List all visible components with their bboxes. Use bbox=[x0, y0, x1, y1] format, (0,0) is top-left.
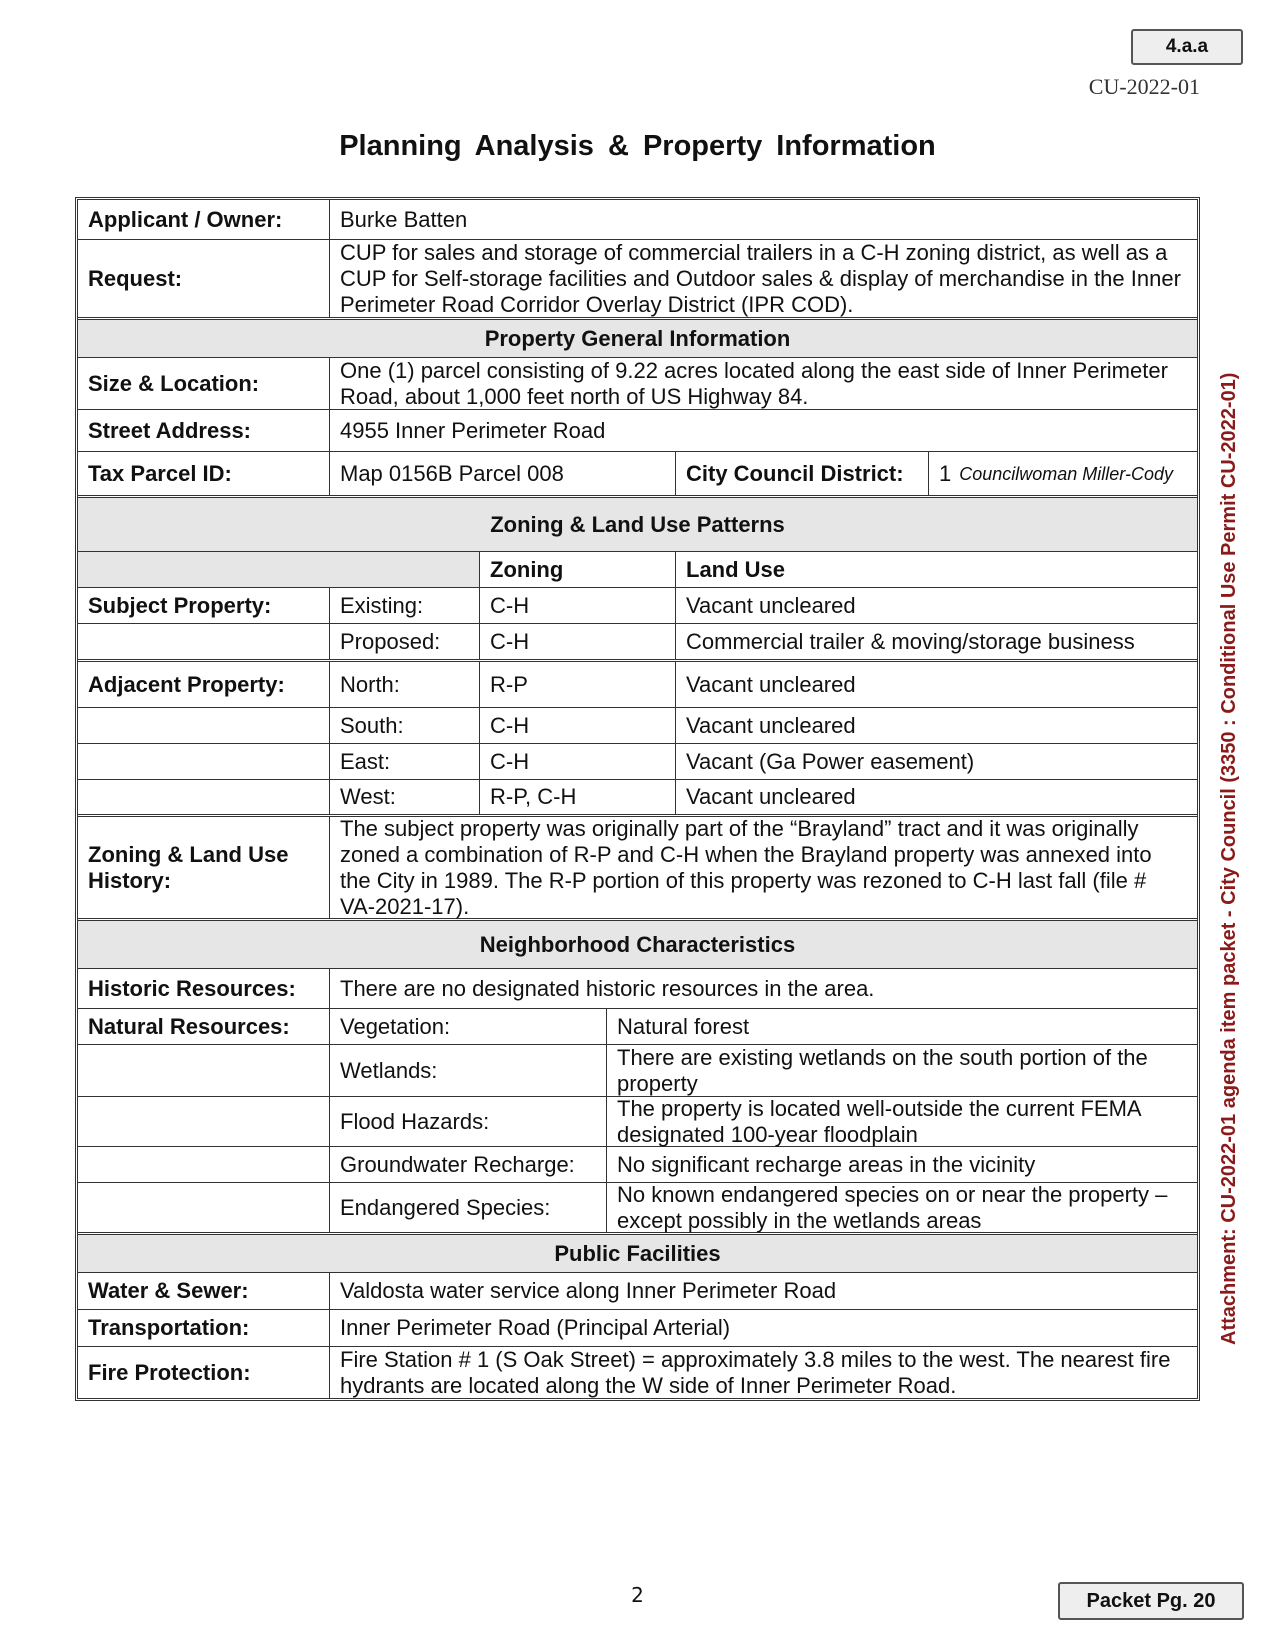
zoning-code: R-P, C-H bbox=[480, 780, 676, 814]
tax-value: Map 0156B Parcel 008 bbox=[330, 452, 676, 495]
natural-label-blank bbox=[78, 1183, 330, 1232]
zoning-dir: Proposed: bbox=[330, 624, 480, 659]
zoning-header-blank bbox=[78, 552, 480, 587]
tax-label: Tax Parcel ID: bbox=[78, 452, 330, 495]
natural-label-blank bbox=[78, 1147, 330, 1182]
historic-row bbox=[78, 969, 1197, 1009]
land-use: Commercial trailer & moving/storage business bbox=[686, 628, 1135, 654]
history-label: Zoning & Land Use History: bbox=[78, 817, 330, 918]
applicant-row bbox=[78, 200, 1197, 240]
public-section-title: Public Facilities bbox=[78, 1235, 1197, 1272]
applicant-label: Applicant / Owner: bbox=[78, 200, 330, 239]
document-number: CU-2022-01 bbox=[1088, 74, 1200, 99]
subject-label: Subject Property: bbox=[78, 588, 330, 623]
general-section-title: Property General Information bbox=[78, 320, 1197, 357]
history-row bbox=[78, 817, 1197, 921]
natural-row bbox=[78, 1147, 1197, 1183]
land-use: Vacant uncleared bbox=[686, 712, 856, 738]
fire-row bbox=[78, 1347, 1197, 1398]
history-value: The subject property was originally part of the “Brayland” tract and it was originally zoned a combination of R-P and C-H when the Brayland property was annexed into the City in 1989. The R-P portion of this property was rezoned to C-H last fall (file # VA-2021-17). bbox=[340, 815, 1152, 919]
size-label: Size & Location: bbox=[78, 358, 330, 409]
zoning-label-blank bbox=[78, 744, 330, 779]
water-label: Water & Sewer: bbox=[78, 1273, 330, 1309]
natural-row bbox=[78, 1097, 1197, 1147]
request-row bbox=[78, 240, 1197, 320]
natural-item-name: Flood Hazards: bbox=[330, 1097, 607, 1146]
natural-item-value: No known endangered species on or near the property – except possibly in the wetlands areas bbox=[617, 1181, 1168, 1233]
zoning-col-header: Zoning bbox=[480, 552, 676, 587]
natural-row bbox=[78, 1045, 1197, 1097]
attachment-sidebar: Attachment: CU-2022-01 agenda item packet - City Council (3350 : Conditional Use Permit CU-2022-01) bbox=[1217, 372, 1240, 1345]
item-tag: 4.a.a bbox=[1131, 29, 1243, 65]
land-use: Vacant uncleared bbox=[686, 592, 856, 618]
natural-label-blank bbox=[78, 1097, 330, 1146]
address-label: Street Address: bbox=[78, 410, 330, 451]
natural-label: Natural Resources: bbox=[78, 1009, 330, 1044]
zoning-section-title: Zoning & Land Use Patterns bbox=[78, 498, 1197, 551]
land-use: Vacant (Ga Power easement) bbox=[686, 748, 975, 774]
natural-item-value: The property is located well-outside the current FEMA designated 100-year floodplain bbox=[617, 1095, 1141, 1147]
request-value: CUP for sales and storage of commercial trailers in a C-H zoning district, as well as a CUP for Self-storage facilities and Outdoor sales & display of merchandise in the Inner Perimeter Road Corridor Overlay District (IPR COD). bbox=[340, 239, 1181, 317]
request-label: Request: bbox=[78, 240, 330, 317]
natural-label-blank bbox=[78, 1045, 330, 1096]
natural-item-value: There are existing wetlands on the south portion of the property bbox=[617, 1044, 1148, 1096]
zoning-code: C-H bbox=[480, 588, 676, 623]
zoning-code: C-H bbox=[480, 744, 676, 779]
zoning-dir: East: bbox=[330, 744, 480, 779]
land-use-col-header: Land Use bbox=[686, 556, 786, 582]
zoning-dir: Existing: bbox=[330, 588, 480, 623]
zoning-code: R-P bbox=[480, 662, 676, 707]
natural-item-name: Vegetation: bbox=[330, 1009, 607, 1044]
public-section-header bbox=[78, 1235, 1197, 1273]
zoning-row-existing bbox=[78, 588, 1197, 624]
natural-row bbox=[78, 1009, 1197, 1045]
address-row bbox=[78, 410, 1197, 452]
zoning-label-blank bbox=[78, 780, 330, 814]
land-use: Vacant uncleared bbox=[686, 784, 856, 809]
packet-page: Packet Pg. 20 bbox=[1058, 1582, 1244, 1620]
natural-item-name: Wetlands: bbox=[330, 1045, 607, 1096]
zoning-row-north bbox=[78, 662, 1197, 708]
natural-item-name: Groundwater Recharge: bbox=[330, 1147, 607, 1182]
natural-row bbox=[78, 1183, 1197, 1235]
tax-row bbox=[78, 452, 1197, 498]
natural-item-name: Endangered Species: bbox=[330, 1183, 607, 1232]
transport-row bbox=[78, 1310, 1197, 1347]
zoning-column-header bbox=[78, 552, 1197, 588]
district-value bbox=[929, 452, 1197, 495]
zoning-row-south bbox=[78, 708, 1197, 744]
district-number: 1 bbox=[939, 460, 952, 486]
size-value: One (1) parcel consisting of 9.22 acres located along the east side of Inner Perimeter Road, about 1,000 feet north of US Highway 84. bbox=[340, 357, 1168, 409]
transport-label: Transportation: bbox=[78, 1310, 330, 1346]
property-info-table bbox=[75, 197, 1200, 1401]
zoning-row-east bbox=[78, 744, 1197, 780]
size-row bbox=[78, 358, 1197, 410]
water-row bbox=[78, 1273, 1197, 1310]
historic-value: There are no designated historic resources in the area. bbox=[340, 975, 875, 1001]
water-value: Valdosta water service along Inner Perimeter Road bbox=[340, 1278, 837, 1303]
zoning-code: C-H bbox=[480, 624, 676, 659]
zoning-label-blank bbox=[78, 708, 330, 743]
neighborhood-section-title: Neighborhood Characteristics bbox=[78, 921, 1197, 968]
zoning-dir: West: bbox=[330, 780, 480, 814]
fire-label: Fire Protection: bbox=[78, 1347, 330, 1398]
zoning-label-blank bbox=[78, 624, 330, 659]
natural-item-value: No significant recharge areas in the vicinity bbox=[617, 1151, 1036, 1177]
zoning-section-header bbox=[78, 498, 1197, 552]
transport-value: Inner Perimeter Road (Principal Arterial) bbox=[340, 1315, 731, 1340]
zoning-dir: North: bbox=[330, 662, 480, 707]
applicant-value: Burke Batten bbox=[340, 206, 468, 232]
land-use: Vacant uncleared bbox=[686, 671, 856, 697]
general-section-header bbox=[78, 320, 1197, 358]
neighborhood-section-header bbox=[78, 921, 1197, 969]
zoning-code: C-H bbox=[480, 708, 676, 743]
natural-item-value: Natural forest bbox=[617, 1013, 750, 1039]
district-member: Councilwoman Miller-Cody bbox=[959, 463, 1173, 484]
adjacent-label: Adjacent Property: bbox=[78, 662, 330, 707]
zoning-row-proposed bbox=[78, 624, 1197, 662]
zoning-dir: South: bbox=[330, 708, 480, 743]
fire-value: Fire Station # 1 (S Oak Street) = approximately 3.8 miles to the west. The nearest fire hydrants are located along the W side of Inner Perimeter Road. bbox=[340, 1346, 1171, 1398]
page-number: 2 bbox=[631, 1583, 644, 1607]
historic-label: Historic Resources: bbox=[78, 969, 330, 1008]
district-label: City Council District: bbox=[676, 452, 929, 495]
zoning-row-west bbox=[78, 780, 1197, 817]
address-value: 4955 Inner Perimeter Road bbox=[340, 417, 606, 443]
page-title: Planning Analysis & Property Information bbox=[339, 130, 936, 162]
